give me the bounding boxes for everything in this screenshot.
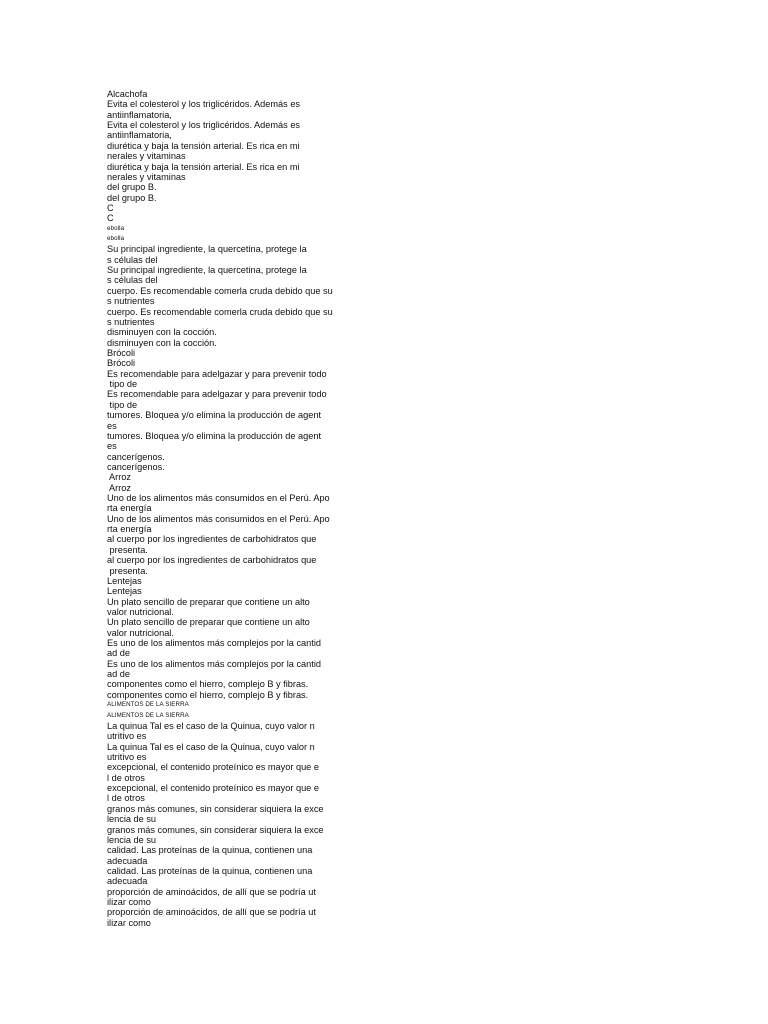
- text-line: es: [107, 441, 117, 452]
- text-line: cuerpo. Es recomendable comerla cruda debido que su: [107, 285, 333, 296]
- text-line: granos más comunes, sin considerar siquiera la exce: [107, 803, 324, 814]
- text-line: del grupo B.: [107, 182, 157, 193]
- text-line: Evita el colesterol y los triglicéridos. Además es: [107, 99, 301, 110]
- text-line: al cuerpo por los ingredientes de carbohidratos que: [107, 555, 317, 566]
- text-line: Lentejas: [107, 586, 142, 597]
- text-line: C: [107, 202, 114, 213]
- text-line: Arroz: [107, 472, 131, 483]
- text-line: nerales y vitaminas: [107, 171, 186, 182]
- text-line: lencia de su: [107, 814, 157, 825]
- text-line: C: [107, 213, 114, 224]
- text-line: granos más comunes, sin considerar siquiera la exce: [107, 824, 324, 835]
- text-line: s células del: [107, 254, 158, 265]
- text-line: ebolla: [107, 235, 125, 243]
- text-line: Brócoli: [107, 358, 136, 369]
- text-line: l de otros: [107, 793, 145, 804]
- text-line: antiinflamatoria,: [107, 109, 172, 120]
- text-line: Lentejas: [107, 575, 142, 586]
- text-line: antiinflamatoria,: [107, 130, 172, 141]
- text-line: La quinua Tal es el caso de la Quinua, cuyo valor n: [107, 720, 315, 731]
- text-line: presenta.: [107, 544, 148, 555]
- text-line: calidad. Las proteínas de la quinua, contienen una: [107, 865, 313, 876]
- text-line: Es recomendable para adelgazar y para prevenir todo: [107, 389, 327, 400]
- text-line: s nutrientes: [107, 316, 155, 327]
- text-line: l de otros: [107, 772, 145, 783]
- text-line: valor nutricional.: [107, 627, 174, 638]
- text-line: nerales y vitaminas: [107, 151, 186, 162]
- text-line: diurética y baja la tensión arterial. Es rica en mi: [107, 140, 300, 151]
- text-line: Alcachofa: [107, 89, 148, 99]
- text-line: Es uno de los alimentos más complejos por la cantid: [107, 638, 321, 649]
- text-line: Arroz: [107, 482, 131, 493]
- document-text-block: [107, 89, 337, 928]
- text-line: s células del: [107, 275, 158, 286]
- text-line: utritivo es: [107, 731, 147, 742]
- text-line: presenta.: [107, 565, 148, 576]
- text-line: proporción de aminoácidos, de allí que se podría ut: [107, 907, 316, 918]
- text-line: valor nutricional.: [107, 606, 174, 617]
- text-line: utritivo es: [107, 752, 147, 762]
- text-line: Es uno de los alimentos más complejos por la cantid: [107, 658, 321, 669]
- text-line: es: [107, 420, 117, 431]
- text-line: excepcional, el contenido proteínico es mayor que e: [107, 762, 319, 773]
- text-line: Un plato sencillo de preparar que contiene un alto: [107, 596, 310, 607]
- text-line: ALIMENTOS DE LA SIERRA: [107, 701, 189, 709]
- text-line: Un plato sencillo de preparar que contiene un alto: [107, 617, 310, 628]
- text-line: ad de: [107, 648, 130, 659]
- text-line: ALIMENTOS DE LA SIERRA: [107, 711, 189, 719]
- text-line: disminuyen con la cocción.: [107, 327, 217, 338]
- text-line: Uno de los alimentos más consumidos en el Perú. Apo: [107, 493, 330, 504]
- text-line: Evita el colesterol y los triglicéridos. Además es: [107, 120, 301, 131]
- text-line: adecuada: [107, 855, 148, 866]
- text-line: Brócoli: [107, 347, 136, 358]
- text-line: Uno de los alimentos más consumidos en el Perú. Apo: [107, 513, 330, 524]
- text-line: s nutrientes: [107, 296, 155, 307]
- text-line: Es recomendable para adelgazar y para prevenir todo: [107, 368, 327, 379]
- text-line: diurética y baja la tensión arterial. Es rica en mi: [107, 161, 300, 172]
- text-line: tipo de: [107, 379, 138, 390]
- text-line: adecuada: [107, 876, 148, 887]
- text-line: ebolla: [107, 224, 125, 232]
- text-line: disminuyen con la cocción.: [107, 337, 217, 348]
- text-line: cuerpo. Es recomendable comerla cruda debido que su: [107, 306, 333, 317]
- text-line: cancerígenos.: [107, 461, 165, 472]
- text-line: calidad. Las proteínas de la quinua, contienen una: [107, 845, 313, 856]
- text-line: lencia de su: [107, 834, 157, 845]
- text-line: rta energía: [107, 524, 152, 535]
- text-line: ilizar como: [107, 917, 151, 928]
- text-line: componentes como el hierro, complejo B y fibras.: [107, 679, 309, 690]
- text-line: tumores. Bloquea y/o elimina la producción de agent: [107, 410, 321, 421]
- text-line: Su principal ingrediente, la quercetina, protege la: [107, 265, 307, 276]
- text-line: tumores. Bloquea y/o elimina la producción de agent: [107, 430, 321, 441]
- text-line: del grupo B.: [107, 192, 157, 203]
- text-line: tipo de: [107, 399, 138, 410]
- text-line: rta energía: [107, 503, 152, 514]
- text-line: proporción de aminoácidos, de allí que se podría ut: [107, 886, 316, 897]
- text-line: al cuerpo por los ingredientes de carbohidratos que: [107, 534, 317, 545]
- text-line: cancerígenos.: [107, 451, 165, 462]
- text-line: componentes como el hierro, complejo B y fibras.: [107, 689, 309, 700]
- text-line: Su principal ingrediente, la quercetina, protege la: [107, 244, 307, 255]
- text-line: excepcional, el contenido proteínico es mayor que e: [107, 783, 319, 794]
- text-line: ilizar como: [107, 897, 151, 908]
- text-line: ad de: [107, 669, 130, 680]
- text-line: La quinua Tal es el caso de la Quinua, cuyo valor n: [107, 741, 315, 752]
